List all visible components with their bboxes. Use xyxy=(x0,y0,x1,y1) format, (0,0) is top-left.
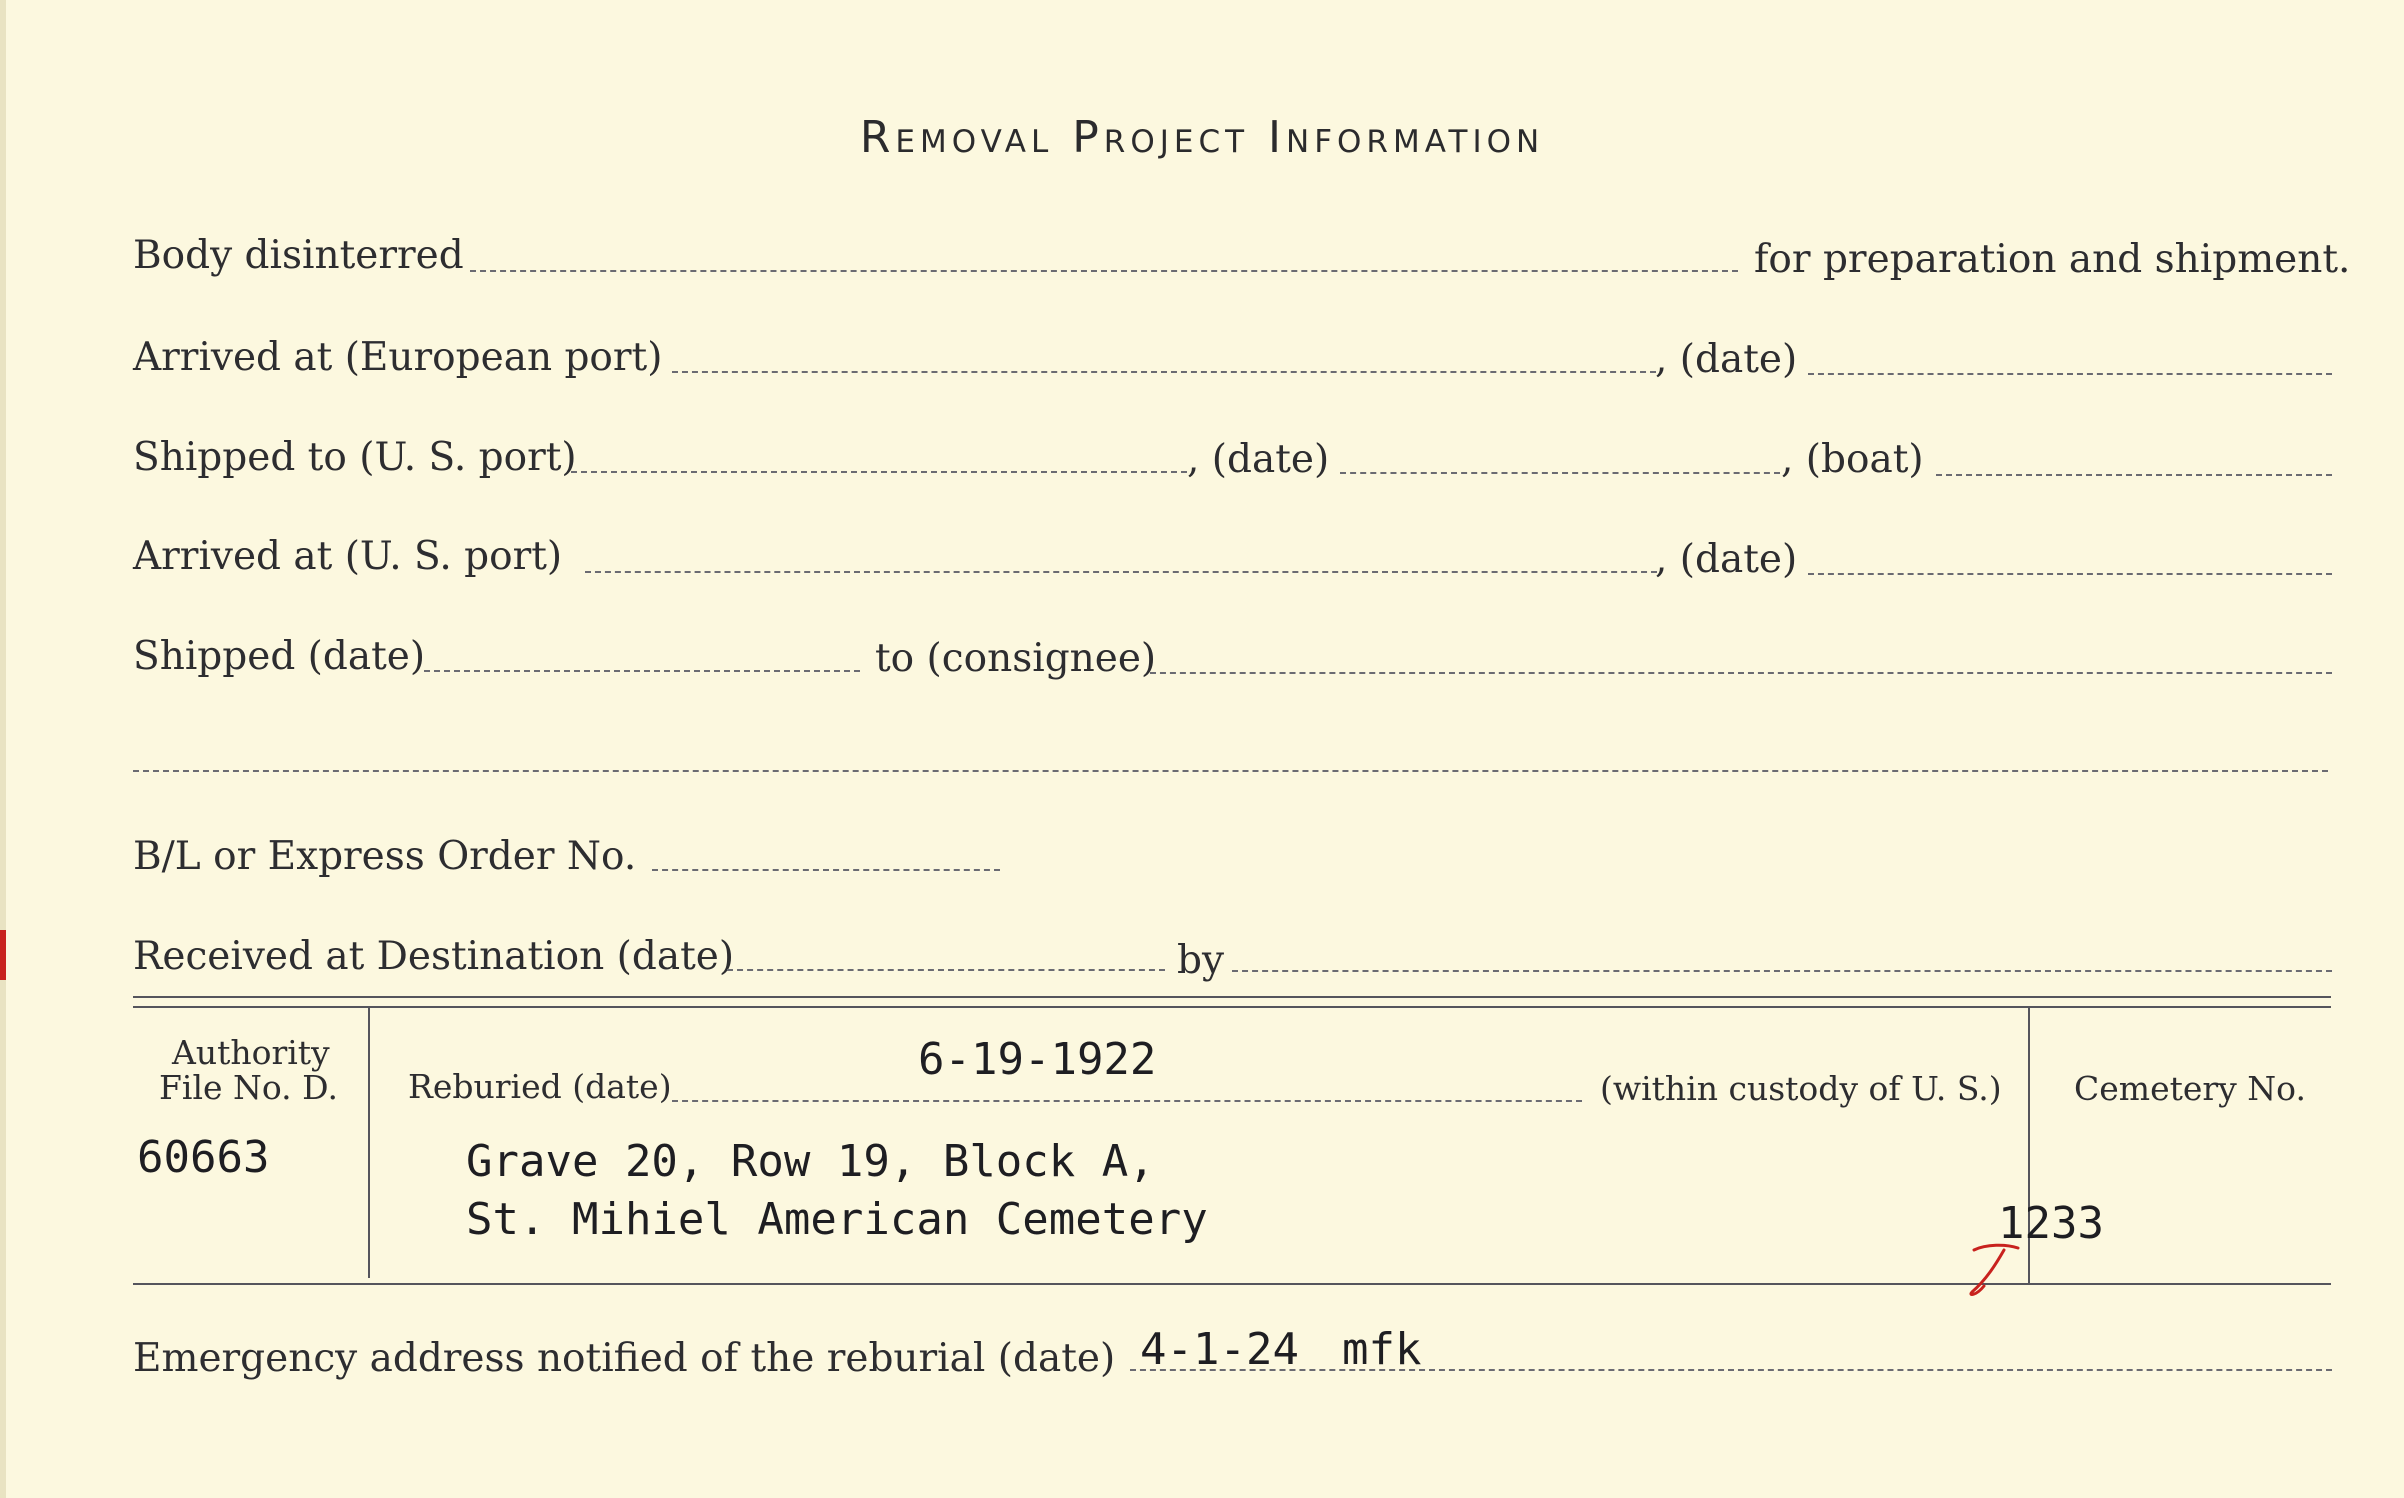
cemetery-no-value: 1233 xyxy=(1998,1198,2104,1249)
grave-location-line1: Grave 20, Row 19, Block A, xyxy=(466,1136,1155,1187)
arrived-european-date-field[interactable] xyxy=(1808,373,2332,375)
consignee-continuation-field[interactable] xyxy=(133,770,2328,772)
received-by-field[interactable] xyxy=(1232,970,2332,972)
shipped-date-label: Shipped (date) xyxy=(133,634,426,679)
shipped-us-port-label: Shipped to (U. S. port) xyxy=(133,435,577,480)
arrived-us-port-label: Arrived at (U. S. port) xyxy=(133,534,563,579)
card-edge xyxy=(0,0,6,1498)
notified-initials: mfk xyxy=(1342,1324,1422,1375)
card-title: Removal Project Information xyxy=(859,112,1545,163)
shipped-date-field[interactable] xyxy=(424,670,860,672)
arrived-us-date-field[interactable] xyxy=(1808,573,2332,575)
shipped-us-date-field[interactable] xyxy=(1340,472,1780,474)
reburied-date-label: Reburied (date) xyxy=(408,1067,672,1106)
cemetery-no-label: Cemetery No. xyxy=(2074,1069,2306,1108)
for-preparation-label: for preparation and shipment. xyxy=(1754,237,2351,282)
red-pencil-check-mark xyxy=(1966,1240,2026,1300)
section-top-rule-inner xyxy=(133,1006,2331,1008)
notified-date-value: 4-1-24 xyxy=(1140,1324,1299,1375)
shipped-us-boat-field[interactable] xyxy=(1936,474,2332,476)
bl-express-order-field[interactable] xyxy=(652,869,1000,871)
arrived-us-port-field[interactable] xyxy=(585,571,1657,573)
reburied-date-field[interactable] xyxy=(672,1100,1582,1102)
body-disinterred-label: Body disinterred xyxy=(133,233,464,278)
section-divider-left xyxy=(368,1006,370,1278)
authority-label-line1: Authority xyxy=(172,1033,330,1072)
received-destination-label: Received at Destination (date) xyxy=(133,934,735,979)
arrived-european-date-label: , (date) xyxy=(1655,337,1798,382)
arrived-us-date-label: , (date) xyxy=(1655,537,1798,582)
emergency-address-label: Emergency address notified of the reburial (date) xyxy=(133,1336,1116,1381)
bl-express-order-label: B/L or Express Order No. xyxy=(133,834,637,879)
body-disinterred-field[interactable] xyxy=(470,270,1738,272)
shipped-us-date-label: , (date) xyxy=(1187,437,1330,482)
to-consignee-label: to (consignee) xyxy=(875,636,1157,681)
received-destination-date-field[interactable] xyxy=(727,969,1165,971)
consignee-field[interactable] xyxy=(1150,672,2332,674)
emergency-date-field[interactable] xyxy=(1130,1369,2332,1371)
section-top-rule xyxy=(133,996,2331,998)
grave-location-line2: St. Mihiel American Cemetery xyxy=(466,1194,1208,1245)
within-custody-label: (within custody of U. S.) xyxy=(1600,1069,2002,1108)
red-edge-mark xyxy=(0,930,6,980)
arrived-european-port-label: Arrived at (European port) xyxy=(133,335,663,380)
received-by-label: by xyxy=(1177,938,1224,983)
authority-label-line2: File No. D. xyxy=(159,1068,338,1107)
authority-file-number: 60663 xyxy=(137,1132,270,1183)
shipped-us-boat-label: , (boat) xyxy=(1781,437,1924,482)
reburied-date-value: 6-19-1922 xyxy=(918,1034,1157,1085)
shipped-us-port-field[interactable] xyxy=(571,471,1187,473)
arrived-european-port-field[interactable] xyxy=(672,371,1656,373)
